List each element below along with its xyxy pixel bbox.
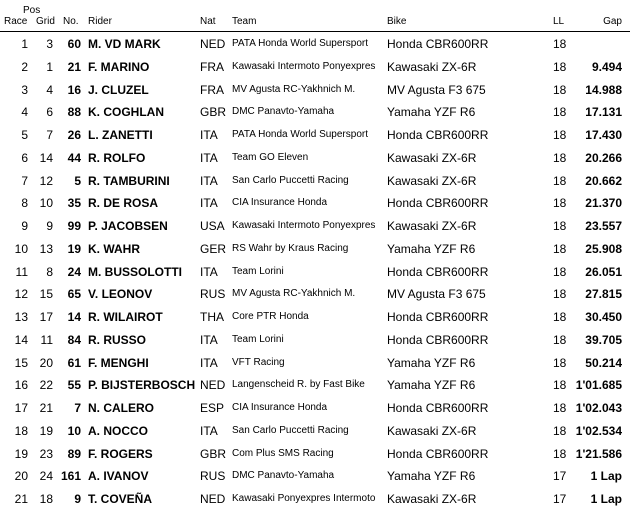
team-name: Kawasaki Intermoto Ponyexpres	[232, 220, 376, 231]
nationality: GER	[200, 241, 227, 256]
race-pos: 5	[21, 128, 28, 142]
table-row	[0, 192, 630, 215]
table-row	[0, 147, 630, 170]
laps-led: 18	[553, 355, 567, 370]
bike-model: Honda CBR600RR	[387, 310, 489, 324]
race-pos: 16	[14, 378, 28, 393]
team-name: MV Agusta RC-Yakhnich M.	[232, 288, 356, 300]
rider-number: 14	[67, 310, 81, 324]
team-name: CIA Insurance Honda	[232, 402, 328, 413]
rider-name: T. COVEÑA	[88, 492, 153, 506]
nationality: NED	[200, 378, 226, 393]
team-name: DMC Panavto-Yamaha	[232, 470, 335, 482]
grid-pos: 10	[39, 196, 53, 211]
nationality: RUS	[200, 469, 226, 484]
gap-time: 23.557	[585, 219, 622, 233]
bike-model: Yamaha YZF R6	[387, 469, 476, 484]
header-team: Team	[232, 16, 257, 27]
header-grid: Grid	[36, 16, 55, 27]
laps-led: 18	[553, 173, 567, 188]
rider-name: R. ROLFO	[88, 150, 146, 165]
rider-number: 26	[67, 128, 81, 142]
race-pos: 7	[21, 173, 28, 188]
table-row	[0, 374, 630, 397]
race-pos: 21	[14, 492, 28, 506]
grid-pos: 14	[39, 150, 53, 165]
race-pos: 14	[14, 332, 28, 347]
table-row	[0, 306, 630, 329]
gap-time: 1 Lap	[590, 492, 622, 506]
bike-model: Honda CBR600RR	[387, 196, 489, 211]
nationality: ITA	[200, 128, 218, 142]
laps-led: 18	[553, 241, 567, 256]
gap-time: 50.214	[585, 355, 622, 370]
rider-name: A. NOCCO	[88, 423, 148, 438]
bike-model: Honda CBR600RR	[387, 128, 489, 142]
bike-model: Kawasaki ZX-6R	[387, 59, 477, 74]
race-pos: 17	[14, 401, 28, 415]
rider-name: P. JACOBSEN	[88, 219, 168, 233]
rider-name: R. WILAIROT	[88, 310, 163, 324]
table-row	[0, 79, 630, 102]
bike-model: Kawasaki ZX-6R	[387, 219, 477, 233]
table-row	[0, 124, 630, 147]
grid-pos: 11	[40, 332, 53, 347]
gap-time: 14.988	[585, 82, 622, 97]
rider-name: M. BUSSOLOTTI	[88, 264, 182, 279]
rider-number: 21	[67, 59, 81, 74]
race-pos: 18	[14, 423, 28, 438]
table-row	[0, 329, 630, 352]
race-pos: 15	[14, 355, 28, 370]
team-name: VFT Racing	[232, 356, 285, 368]
rider-number: 19	[67, 241, 81, 256]
nationality: GBR	[200, 446, 227, 461]
rider-number: 99	[67, 219, 81, 233]
laps-led: 18	[553, 150, 567, 165]
nationality: ITA	[200, 150, 218, 165]
header-race: Race	[4, 16, 28, 27]
bike-model: Kawasaki ZX-6R	[387, 150, 477, 165]
rider-number: 7	[74, 401, 81, 415]
gap-time: 9.494	[591, 59, 622, 74]
rider-number: 55	[67, 378, 81, 393]
gap-time: 17.430	[585, 128, 622, 142]
header-ll: LL	[553, 16, 565, 27]
team-name: Kawasaki Intermoto Ponyexpres	[232, 60, 376, 72]
laps-led: 18	[553, 423, 567, 438]
nationality: USA	[200, 219, 225, 233]
nationality: ESP	[200, 401, 225, 415]
rider-name: M. VD MARK	[88, 37, 161, 51]
table-row	[0, 352, 630, 375]
team-name: San Carlo Puccetti Racing	[232, 424, 349, 436]
grid-pos: 20	[39, 355, 53, 370]
laps-led: 18	[553, 196, 567, 211]
bike-model: Honda CBR600RR	[387, 264, 489, 279]
table-row	[0, 420, 630, 443]
laps-led: 18	[553, 82, 567, 97]
bike-model: MV Agusta F3 675	[387, 287, 486, 302]
rider-name: K. COGHLAN	[88, 105, 164, 120]
bike-model: Yamaha YZF R6	[387, 105, 476, 120]
team-name: Team Lorini	[232, 333, 284, 345]
gap-time: 1 Lap	[590, 469, 622, 484]
gap-time: 1'02.534	[575, 423, 622, 438]
grid-pos: 3	[46, 37, 53, 51]
rider-number: 88	[67, 105, 81, 120]
table-row	[0, 397, 630, 420]
header-no: No.	[63, 16, 79, 27]
grid-pos: 1	[46, 59, 53, 74]
rider-number: 24	[67, 264, 81, 279]
header-rider: Rider	[88, 16, 112, 27]
team-name: DMC Panavto-Yamaha	[232, 106, 335, 118]
grid-pos: 23	[39, 446, 53, 461]
gap-time: 20.266	[585, 150, 622, 165]
grid-pos: 7	[46, 128, 53, 142]
team-name: RS Wahr by Kraus Racing	[232, 242, 349, 254]
rider-number: 60	[67, 37, 81, 51]
race-pos: 10	[14, 241, 28, 256]
gap-time: 27.815	[585, 287, 622, 302]
team-name: Com Plus SMS Racing	[232, 447, 334, 459]
nationality: ITA	[200, 355, 218, 370]
rider-name: F. ROGERS	[88, 446, 153, 461]
nationality: NED	[200, 37, 226, 51]
team-name: CIA Insurance Honda	[232, 197, 328, 209]
gap-time: 1'02.043	[575, 401, 622, 415]
team-name: Langenscheid R. by Fast Bike	[232, 379, 365, 391]
rider-number: 44	[67, 150, 81, 165]
table-row	[0, 283, 630, 306]
race-pos: 20	[14, 469, 28, 484]
grid-pos: 21	[39, 401, 53, 415]
rider-name: K. WAHR	[88, 241, 140, 256]
grid-pos: 12	[39, 173, 53, 188]
bike-model: Kawasaki ZX-6R	[387, 492, 477, 506]
table-row	[0, 465, 630, 488]
nationality: NED	[200, 492, 226, 506]
rider-name: F. MARINO	[88, 59, 150, 74]
rider-number: 9	[74, 492, 81, 506]
rider-number: 84	[67, 332, 81, 347]
race-pos: 3	[21, 82, 28, 97]
laps-led: 18	[553, 446, 567, 461]
table-row	[0, 56, 630, 79]
grid-pos: 4	[46, 82, 53, 97]
rider-name: V. LEONOV	[88, 287, 153, 302]
bike-model: Honda CBR600RR	[387, 332, 489, 347]
grid-pos: 19	[39, 423, 53, 438]
gap-time: 1'21.586	[575, 446, 622, 461]
laps-led: 17	[553, 492, 567, 506]
laps-led: 18	[553, 37, 567, 51]
bike-model: Kawasaki ZX-6R	[387, 423, 477, 438]
gap-time: 17.131	[585, 105, 622, 120]
header-bike: Bike	[387, 16, 407, 27]
laps-led: 18	[553, 378, 567, 393]
bike-model: Yamaha YZF R6	[387, 355, 476, 370]
rider-name: R. TAMBURINI	[88, 173, 170, 188]
grid-pos: 17	[39, 310, 53, 324]
rider-name: R. RUSSO	[88, 332, 147, 347]
rider-number: 89	[67, 446, 81, 461]
gap-time: 21.370	[585, 196, 622, 211]
laps-led: 18	[553, 105, 567, 120]
nationality: GBR	[200, 105, 227, 120]
bike-model: Yamaha YZF R6	[387, 241, 476, 256]
laps-led: 18	[553, 332, 567, 347]
laps-led: 18	[553, 128, 567, 142]
race-pos: 9	[21, 219, 28, 233]
rider-number: 161	[60, 469, 81, 484]
rider-name: F. MENGHI	[88, 355, 149, 370]
laps-led: 18	[553, 219, 567, 233]
laps-led: 17	[553, 469, 567, 484]
gap-time: 26.051	[585, 264, 622, 279]
team-name: PATA Honda World Supersport	[232, 129, 368, 140]
gap-time: 30.450	[585, 310, 622, 324]
nationality: ITA	[200, 264, 218, 279]
race-pos: 19	[14, 446, 28, 461]
grid-pos: 18	[39, 492, 53, 506]
race-pos: 12	[14, 287, 28, 302]
rider-number: 10	[67, 423, 81, 438]
grid-pos: 24	[39, 469, 53, 484]
rider-name: P. BIJSTERBOSCH	[88, 378, 196, 393]
gap-time: 39.705	[585, 332, 622, 347]
rider-number: 5	[74, 173, 81, 188]
header-gap: Gap	[603, 16, 622, 27]
rider-name: L. ZANETTI	[88, 128, 153, 142]
team-name: Team Lorini	[232, 265, 284, 277]
laps-led: 18	[553, 287, 567, 302]
nationality: FRA	[200, 59, 224, 74]
grid-pos: 15	[39, 287, 53, 302]
rider-number: 35	[67, 196, 81, 211]
nationality: THA	[200, 310, 224, 324]
gap-time: 20.662	[585, 173, 622, 188]
header-nat: Nat	[200, 16, 216, 27]
table-row	[0, 33, 630, 56]
grid-pos: 9	[46, 219, 53, 233]
team-name: Team GO Eleven	[232, 151, 309, 163]
team-name: Kawasaki Ponyexpres Intermoto	[232, 493, 376, 504]
rider-name: N. CALERO	[88, 401, 154, 415]
table-row	[0, 238, 630, 261]
bike-model: Yamaha YZF R6	[387, 378, 476, 393]
grid-pos: 8	[46, 264, 53, 279]
nationality: ITA	[200, 423, 218, 438]
grid-pos: 13	[39, 241, 53, 256]
laps-led: 18	[553, 59, 567, 74]
table-row	[0, 443, 630, 466]
race-pos: 2	[21, 59, 28, 74]
bike-model: Honda CBR600RR	[387, 37, 489, 51]
table-row	[0, 170, 630, 193]
grid-pos: 6	[46, 105, 53, 120]
nationality: FRA	[200, 82, 224, 97]
grid-pos: 22	[39, 378, 53, 393]
team-name: MV Agusta RC-Yakhnich M.	[232, 83, 356, 95]
rider-number: 16	[67, 82, 81, 97]
team-name: San Carlo Puccetti Racing	[232, 174, 349, 186]
team-name: Core PTR Honda	[232, 311, 309, 322]
header-pos: Pos	[23, 5, 41, 16]
table-row	[0, 215, 630, 238]
rider-number: 65	[67, 287, 81, 302]
race-pos: 6	[21, 150, 28, 165]
rider-name: J. CLUZEL	[88, 82, 149, 97]
gap-time: 1'01.685	[575, 378, 622, 393]
race-pos: 1	[21, 37, 28, 51]
race-pos: 11	[15, 264, 28, 279]
race-pos: 8	[21, 196, 28, 211]
table-row	[0, 261, 630, 284]
race-pos: 4	[21, 105, 28, 120]
laps-led: 18	[553, 310, 567, 324]
header-divider	[0, 31, 630, 32]
bike-model: Kawasaki ZX-6R	[387, 173, 477, 188]
nationality: ITA	[200, 332, 218, 347]
nationality: ITA	[200, 196, 218, 211]
rider-number: 61	[67, 355, 81, 370]
table-row	[0, 101, 630, 124]
laps-led: 18	[553, 264, 567, 279]
bike-model: Honda CBR600RR	[387, 401, 489, 415]
nationality: ITA	[200, 173, 218, 188]
team-name: PATA Honda World Supersport	[232, 38, 368, 49]
rider-name: A. IVANOV	[88, 469, 149, 484]
gap-time: 25.908	[585, 241, 622, 256]
race-pos: 13	[14, 310, 28, 324]
nationality: RUS	[200, 287, 226, 302]
bike-model: MV Agusta F3 675	[387, 82, 486, 97]
bike-model: Honda CBR600RR	[387, 446, 489, 461]
rider-name: R. DE ROSA	[88, 196, 159, 211]
laps-led: 18	[553, 401, 567, 415]
table-row	[0, 488, 630, 511]
